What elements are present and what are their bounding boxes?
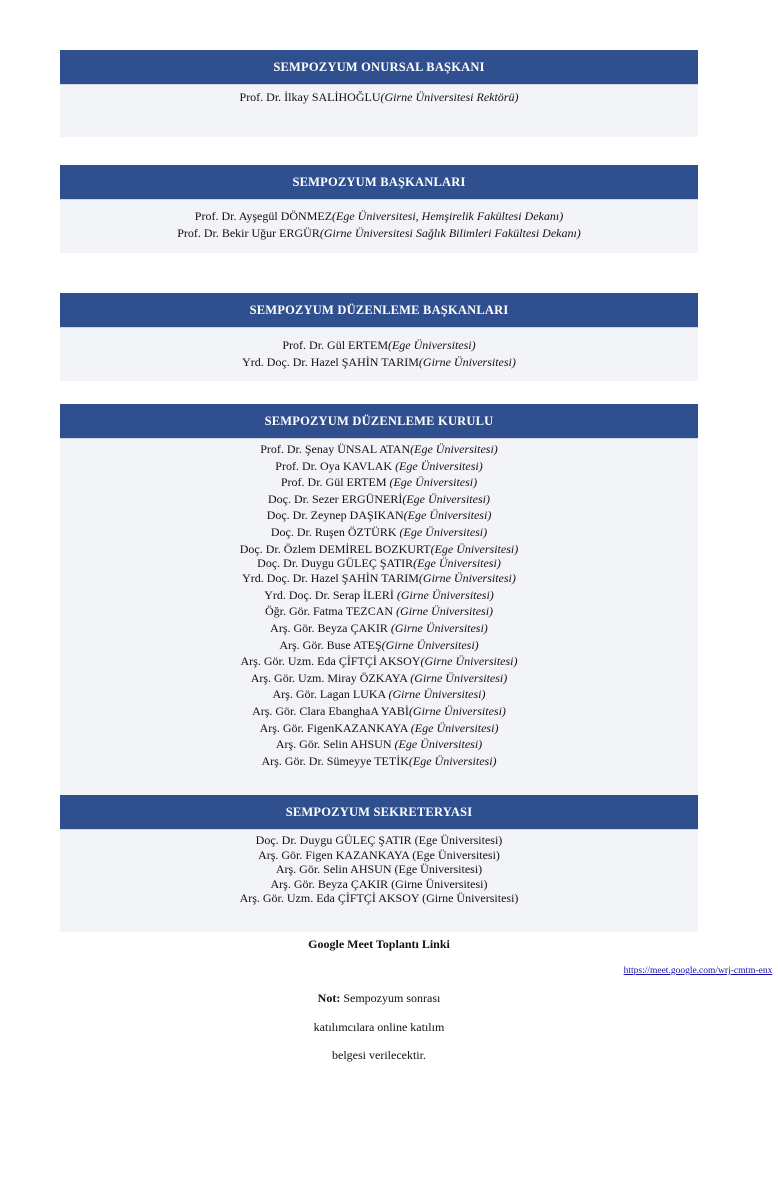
member-affiliation: (Girne Üniversitesi) — [410, 670, 508, 685]
member-name: Yrd. Doç. Dr. Hazel ŞAHİN TARIM — [242, 571, 419, 586]
member-name: Arş. Gör. Clara EbanghaA YABİ — [252, 703, 409, 718]
member-affiliation: (Ege Üniversitesi, Hemşirelik Fakültesi Dekanı) — [332, 209, 564, 223]
member-affiliation: (Ege Üniversitesi) — [395, 458, 483, 473]
member-name: Doç. Dr. Sezer ERGÜNERİ — [268, 491, 403, 506]
note-label: Not: — [317, 991, 341, 1005]
member-affiliation: (Ege Üniversitesi) — [413, 556, 501, 571]
member-affiliation: (Ege Üniversitesi) — [399, 524, 488, 539]
member-affiliation: (Ege Üniversitesi) — [402, 491, 490, 506]
member-name: Arş. Gör. Uzm. Eda ÇİFTÇİ AKSOY — [240, 654, 421, 669]
meet-title: Google Meet Toplantı Linki — [308, 937, 450, 951]
member-affiliation: (Girne Üniversitesi) — [420, 654, 518, 669]
member-affiliation: (Girne Üniversitesi Rektörü) — [380, 90, 519, 104]
member-name: Arş. Gör. Uzm. Miray ÖZKAYA — [250, 670, 411, 685]
member-affiliation: (Girne Üniversitesi) — [408, 703, 506, 718]
member-name: Arş. Gör. Dr. Sümeyye TETİK — [261, 753, 409, 768]
section-header: SEMPOZYUM DÜZENLEME KURULU — [60, 404, 698, 439]
member-name: Doç. Dr. Duygu GÜLEÇ ŞATIR — [257, 556, 414, 571]
member-affiliation: (Ege Üniversitesi) — [430, 541, 519, 556]
member-name: Prof. Dr. Gül ERTEM — [280, 475, 390, 490]
member-name: Arş. Gör. Lagan LUKA — [272, 687, 389, 702]
member-name: Arş. Gör. FigenKAZANKAYA — [259, 720, 411, 735]
member-name: Öğr. Gör. Fatma TEZCAN — [264, 604, 397, 619]
member-line: Arş. Gör. Uzm. Eda ÇİFTÇİ AKSOY (Girne Üniversitesi) — [239, 891, 519, 905]
note-line: katılımcılara online katılım — [313, 1020, 445, 1034]
member-name: Arş. Gör. Beyza ÇAKIR — [270, 620, 391, 635]
member-affiliation: (Girne Üniversitesi Sağlık Bilimleri Fakültesi Dekanı) — [319, 226, 581, 240]
member-line: Doç. Dr. Duygu GÜLEÇ ŞATIR (Ege Üniversitesi) — [255, 833, 503, 847]
section-header: SEMPOZYUM DÜZENLEME BAŞKANLARI — [60, 293, 698, 328]
meet-link[interactable]: https://meet.google.com/wrj-cmtm-enx — [623, 966, 773, 976]
note-line: belgesi verilecektir. — [332, 1048, 426, 1062]
member-affiliation: (Ege Üniversitesi) — [410, 442, 498, 456]
member-affiliation: (Ege Üniversitesi) — [408, 753, 497, 768]
member-line: Arş. Gör. Figen KAZANKAYA (Ege Üniversitesi) — [258, 847, 500, 862]
section-header: SEMPOZYUM SEKRETERYASI — [60, 795, 698, 830]
note-line — [60, 991, 698, 1006]
member-affiliation: (Girne Üniversitesi) — [396, 587, 494, 602]
member-name: Prof. Dr. İlkay SALİHOĞLU — [239, 90, 381, 104]
member-name: Arş. Gör. Selin AHSUN — [275, 737, 395, 752]
member-name: Prof. Dr. Gül ERTEM — [282, 338, 388, 352]
member-name: Arş. Gör. Buse ATEŞ — [279, 637, 382, 652]
member-affiliation: (Girne Üniversitesi) — [418, 571, 516, 586]
member-affiliation: (Ege Üniversitesi) — [410, 720, 499, 735]
member-affiliation: (Ege Üniversitesi) — [387, 338, 476, 352]
member-name: Yrd. Doç. Dr. Serap İLERİ — [264, 587, 397, 602]
member-affiliation: (Girne Üniversitesi) — [381, 637, 479, 652]
member-line: Arş. Gör. Selin AHSUN (Ege Üniversitesi) — [275, 862, 483, 876]
member-affiliation: (Girne Üniversitesi) — [396, 604, 494, 619]
member-affiliation: (Girne Üniversitesi) — [390, 620, 488, 635]
member-name: Doç. Dr. Özlem DEMİREL BOZKURT — [239, 541, 431, 556]
member-affiliation: (Girne Üniversitesi) — [388, 687, 486, 702]
member-name: Prof. Dr. Şenay ÜNSAL ATAN — [260, 442, 411, 456]
member-name: Doç. Dr. Zeynep DAŞIKAN — [266, 508, 404, 523]
note-text: Sempozyum sonrası — [340, 991, 441, 1005]
member-affiliation: (Ege Üniversitesi) — [389, 475, 478, 490]
member-line: Arş. Gör. Beyza ÇAKIR (Girne Üniversitesi) — [270, 876, 488, 891]
member-affiliation: (Ege Üniversitesi) — [403, 508, 492, 523]
member-name: Prof. Dr. Oya KAVLAK — [275, 458, 396, 473]
member-affiliation: (Girne Üniversitesi) — [418, 355, 516, 369]
meet-info — [60, 0, 773, 1200]
member-name: Prof. Dr. Bekir Uğur ERGÜR — [177, 226, 320, 240]
member-name: Doç. Dr. Ruşen ÖZTÜRK — [270, 524, 400, 539]
member-name: Yrd. Doç. Dr. Hazel ŞAHİN TARIM — [242, 355, 419, 369]
member-name: Prof. Dr. Ayşegül DÖNMEZ — [194, 209, 333, 223]
member-affiliation: (Ege Üniversitesi) — [394, 737, 483, 752]
section-header: SEMPOZYUM ONURSAL BAŞKANI — [60, 50, 698, 85]
section-header: SEMPOZYUM BAŞKANLARI — [60, 165, 698, 200]
